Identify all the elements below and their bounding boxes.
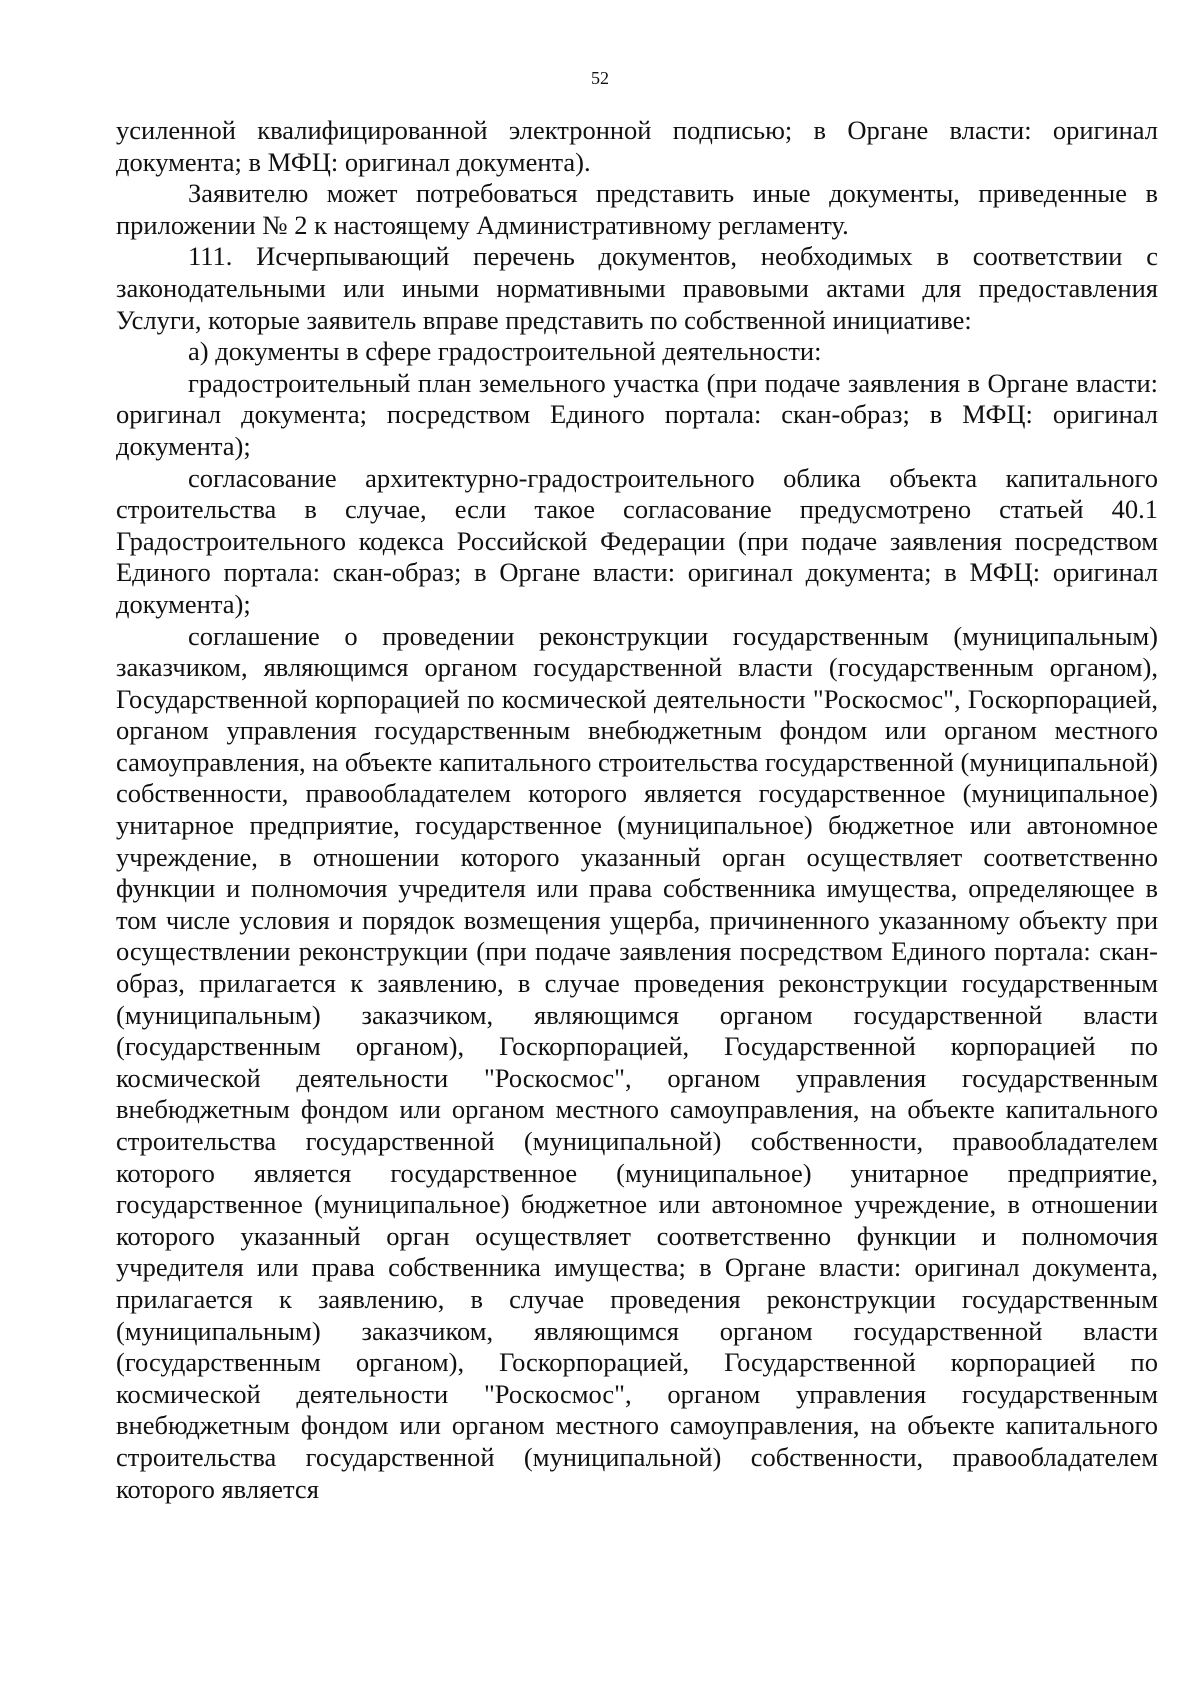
page-number: 52 xyxy=(591,68,609,88)
paragraph-other-documents: Заявителю может потребоваться представить иные документы, приведенные в приложении № 2 к настоящему Административному регламенту. xyxy=(116,178,1158,240)
document-body xyxy=(116,115,1158,1505)
paragraph-architectural-approval: согласование архитектурно-градостроительного облика объекта капитального строительства в случае, если такое согласование предусмотрено статьей 40.1 Градостроительного кодекса Российской Федерации (при подаче заявления посредством Единого портала: скан-образ; в Органе власти: оригинал документа; в МФЦ: оригинал документа); xyxy=(116,462,1158,619)
paragraph-reconstruction-agreement: соглашение о проведении реконструкции государственным (муниципальным) заказчиком, являющимся органом государственной власти (государственным органом), Государственной корпорацией по космической деятельности "Роскосмос", Госкорпорацией, органом управления государственным внебюджетным фондом или органом местного самоуправления, на объекте капитального строительства государственной (муниципальной) собственности, правообладателем которого является государственное (муниципальное) унитарное предприятие, государственное (муниципальное) бюджетное или автономное учреждение, в отношении которого указанный орган осуществляет соответственно функции и полномочия учредителя или права собственника имущества, определяющее в том числе условия и порядок возмещения ущерба, причиненного указанному объекту при осуществлении реконструкции (при подаче заявления посредством Единого портала: скан-образ, прилагается к заявлению, в случае проведения реконструкции государственным (муниципальным) заказчиком, являющимся органом государственной власти (государственным органом), Госкорпорацией, Государственной корпорацией по космической деятельности "Роскосмос", органом управления государственным внебюджетным фондом или органом местного самоуправления, на объекте капитального строительства государственной (муниципальной) собственности, правообладателем которого является государственное (муниципальное) унитарное предприятие, государственное (муниципальное) бюджетное или автономное учреждение, в отношении которого указанный орган осуществляет соответственно функции и полномочия учредителя или права собственника имущества; в Органе власти: оригинал документа, прилагается к заявлению, в случае проведения реконструкции государственным (муниципальным) заказчиком, являющимся органом государственной власти (государственным органом), Госкорпорацией, Государственной корпорацией по космической деятельности "Роскосмос", органом управления государственным внебюджетным фондом или органом местного самоуправления, на объекте капитального строительства государственной (муниципальной) собственности, правообладателем которого является xyxy=(116,620,1158,1504)
paragraph-item-111: 111. Исчерпывающий перечень документов, необходимых в соответствии с законодательными или иными нормативными правовыми актами для предоставления Услуги, которые заявитель вправе представить по собственной инициативе: xyxy=(116,241,1158,335)
paragraph-continuation: усиленной квалифицированной электронной подписью; в Органе власти: оригинал документа; в МФЦ: оригинал документа). xyxy=(116,115,1158,177)
paragraph-subitem-a: а) документы в сфере градостроительной деятельности: xyxy=(188,336,822,367)
paragraph-gpzu: градостроительный план земельного участка (при подаче заявления в Органе власти: оригинал документа; посредством Единого портала: скан-образ; в МФЦ: оригинал документа); xyxy=(116,367,1158,461)
